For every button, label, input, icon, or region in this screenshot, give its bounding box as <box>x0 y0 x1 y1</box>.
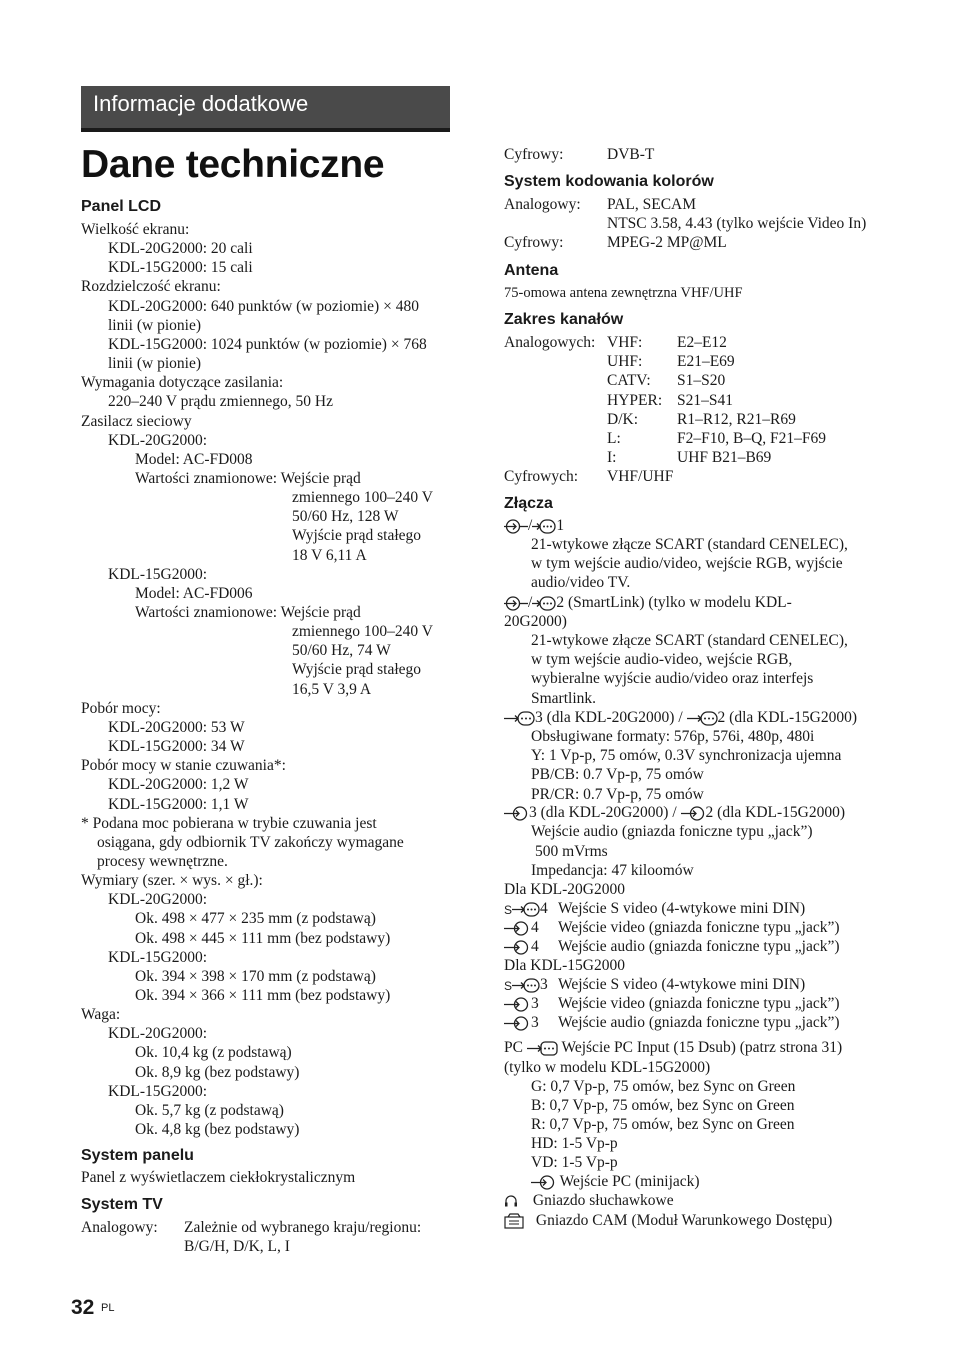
channel-range: S1–S20 <box>677 372 726 390</box>
system-tv-value2: B/G/H, D/K, L, I <box>184 1238 290 1255</box>
system-tv-label: Analogowy: <box>81 1219 158 1236</box>
input-description: Wejście video (gniazda foniczne typu „jack”) <box>558 919 840 937</box>
heading-color-system: System kodowania kolorów <box>504 173 714 190</box>
channel-range: R1–R12, R21–R69 <box>677 410 796 428</box>
scart2-line: w tym wejście audio-video, wejście RGB, <box>531 651 793 669</box>
pc-line: G: 0,7 Vp-p, 75 omów, bez Sync on Green <box>531 1078 796 1095</box>
audio-input-icon <box>504 806 529 821</box>
channels-analog-label: Analogowych: <box>504 334 596 351</box>
spec-line: KDL-20G2000: <box>108 1025 208 1043</box>
pc-input-icon <box>527 1041 558 1056</box>
spec-line: KDL-15G2000: <box>108 565 208 583</box>
section-banner-label: Informacje dodatkowe <box>93 91 309 116</box>
pc-line: VD: 1-5 Vp-p <box>531 1154 618 1172</box>
spec-line: Rozdzielczość ekranu: <box>81 278 221 296</box>
cam-row <box>504 1212 832 1230</box>
section-banner <box>81 86 450 132</box>
spec-line: Wymagania dotyczące zasilania: <box>81 374 284 392</box>
headphones-text: Gniazdo słuchawkowe <box>532 1192 674 1209</box>
spec-line: Ok. 4,8 kg (bez podstawy) <box>135 1121 300 1139</box>
spec-line: KDL-15G2000: 1,1 W <box>108 795 249 813</box>
banner-rule <box>81 128 450 132</box>
component-row <box>504 709 857 727</box>
scart2-sep: / <box>528 594 533 611</box>
color-digital-value: MPEG-2 MP@ML <box>607 234 727 251</box>
spec-line: Zasilacz sieciowy <box>81 412 192 430</box>
audio-a: 3 (dla KDL-20G2000) / <box>529 804 677 821</box>
spec-line: Ok. 394 × 398 × 170 mm (z podstawą) <box>135 967 376 985</box>
input-description: Wejście video (gniazda foniczne typu „jack”) <box>558 995 840 1013</box>
input-number: 4 <box>531 919 539 937</box>
pc-line: R: 0,7 Vp-p, 75 omów, bez Sync on Green <box>531 1116 795 1134</box>
channels-digital-label: Cyfrowych: <box>504 468 579 485</box>
s-video-icon <box>504 902 540 917</box>
pc-row <box>504 1039 842 1057</box>
heading-system-tv: System TV <box>81 1196 163 1213</box>
audio-b: 2 (dla KDL-15G2000) <box>705 804 846 821</box>
channel-band: I: <box>607 449 617 467</box>
scart1-sep: / <box>528 517 533 534</box>
input-number: 3 <box>531 995 539 1013</box>
spec-line: KDL-15G2000: 1024 punktów (w poziomie) × 768 <box>108 335 427 353</box>
channel-range: UHF B21–B69 <box>677 449 772 467</box>
page-language: PL <box>101 1302 115 1314</box>
spec-line: 16,5 V 3,9 A <box>292 680 372 698</box>
scart-input-icon <box>504 596 528 611</box>
spec-line: zmiennego 100–240 V <box>292 623 433 641</box>
channel-band: CATV: <box>607 372 651 390</box>
input-number: 3 <box>531 1014 539 1032</box>
pc-prefix: PC <box>504 1039 523 1056</box>
input-number: 3 <box>540 976 548 993</box>
svg-text:S: S <box>504 902 513 917</box>
input-description: Wejście audio (gniazda foniczne typu „jack”) <box>558 938 840 956</box>
scart1-num: 1 <box>556 517 565 534</box>
system-tv-value1: Zależnie od wybranego kraju/regionu: <box>184 1219 422 1236</box>
spec-line: Ok. 5,7 kg (z podstawą) <box>135 1101 284 1119</box>
audio-line: Wejście audio (gniazda foniczne typu „jack”) <box>531 823 813 840</box>
scart2-head2: 20G2000) <box>504 613 567 630</box>
spec-line: linii (w pionie) <box>108 355 201 373</box>
spec-line: Ok. 394 × 366 × 111 mm (bez podstawy) <box>135 987 391 1004</box>
spec-line: Pobór mocy: <box>81 699 161 717</box>
scart-output-icon <box>532 519 556 534</box>
input-description: Wejście audio (gniazda foniczne typu „jack”) <box>558 1014 840 1032</box>
spec-line: Ok. 498 × 477 × 235 mm (z podstawą) <box>135 910 376 928</box>
spec-line: Pobór mocy w stanie czuwania*: <box>81 757 286 775</box>
input-number: 4 <box>531 938 539 956</box>
audio-line: Impedancja: 47 kiloomów <box>531 862 694 879</box>
spec-line: linii (w pionie) <box>108 316 201 334</box>
input-row <box>504 1014 840 1032</box>
spec-line: osiągana, gdy odbiornik TV zakończy wymagane <box>97 833 404 851</box>
pc-line: HD: 1-5 Vp-p <box>531 1135 618 1153</box>
headphones-row <box>504 1192 674 1210</box>
input-row <box>504 900 806 918</box>
tv-digital-value: DVB-T <box>607 146 655 163</box>
channel-band: UHF: <box>607 353 643 371</box>
spec-line: KDL-20G2000: 640 punktów (w poziomie) × 480 <box>108 297 419 315</box>
component-line: PR/CR: 0.7 Vp-p, 75 omów <box>531 785 704 803</box>
page-number: 32 <box>71 1296 95 1319</box>
spec-line: * Podana moc pobierana w trybie czuwania jest <box>81 814 377 832</box>
av-input-icon <box>504 940 531 955</box>
input-description: Wejście S video (4-wtykowe mini DIN) <box>558 900 806 917</box>
component-input-icon <box>687 711 718 726</box>
channel-band: L: <box>607 430 621 447</box>
channel-range: E21–E69 <box>677 353 735 371</box>
spec-line: Wartości znamionowe: Wejście prąd <box>135 604 361 621</box>
spec-line: procesy wewnętrzne. <box>97 852 228 870</box>
s-video-icon <box>504 978 540 993</box>
spec-line: KDL-15G2000: 34 W <box>108 738 245 756</box>
spec-line: zmiennego 100–240 V <box>292 489 433 507</box>
channel-band: VHF: <box>607 334 643 351</box>
channel-band: D/K: <box>607 410 638 428</box>
spec-line: KDL-15G2000: <box>108 948 208 966</box>
channel-range: E2–E12 <box>677 334 727 351</box>
input-description: Wejście S video (4-wtykowe mini DIN) <box>558 976 806 993</box>
scart2-head: 2 (SmartLink) (tylko w modelu KDL- <box>556 594 792 611</box>
spec-line: KDL-20G2000: 53 W <box>108 718 245 736</box>
spec-line: Ok. 10,4 kg (z podstawą) <box>135 1044 292 1062</box>
channel-band: HYPER: <box>607 391 663 409</box>
scart1-line: w tym wejście audio/video, wejście RGB, wyjście <box>531 555 843 573</box>
model20-heading: Dla KDL-20G2000 <box>504 881 625 898</box>
spec-line: Ok. 8,9 kg (bez podstawy) <box>135 1063 300 1081</box>
av-input-icon <box>504 997 531 1012</box>
color-analog-label: Analogowy: <box>504 196 581 213</box>
heading-connectors: Złącza <box>504 495 553 512</box>
spec-line: Model: AC-FD006 <box>135 584 253 602</box>
svg-text:S: S <box>504 978 513 993</box>
spec-line: KDL-15G2000: <box>108 1082 208 1100</box>
pc-line: B: 0,7 Vp-p, 75 omów, bez Sync on Green <box>531 1097 795 1115</box>
model15-heading: Dla KDL-15G2000 <box>504 957 625 974</box>
input-number: 4 <box>540 900 548 917</box>
scart2-row <box>504 594 792 612</box>
spec-line: KDL-20G2000: 20 cali <box>108 240 253 258</box>
heading-antenna: Antena <box>504 262 559 279</box>
cam-text: Gniazdo CAM (Moduł Warunkowego Dostępu) <box>535 1212 833 1229</box>
spec-line: 50/60 Hz, 74 W <box>292 642 391 660</box>
scart-output-icon <box>532 596 556 611</box>
component-a: 3 (dla KDL-20G2000) / <box>535 709 683 726</box>
channel-range: F2–F10, B–Q, F21–F69 <box>677 430 827 447</box>
av-input-icon <box>504 921 531 936</box>
scart1-line: audio/video TV. <box>531 574 631 592</box>
pc-text2: (tylko w modelu KDL-15G2000) <box>504 1059 711 1076</box>
spec-line: Wartości znamionowe: Wejście prąd <box>135 469 361 487</box>
system-panelu-text: Panel z wyświetlaczem ciekłokrystalicznym <box>81 1169 356 1186</box>
page-title: Dane techniczne <box>81 143 385 186</box>
spec-line: Wyjście prąd stałego <box>292 527 422 545</box>
input-row <box>504 995 840 1013</box>
spec-line: KDL-20G2000: 1,2 W <box>108 776 249 794</box>
color-analog-value2: NTSC 3.58, 4.43 (tylko wejście Video In) <box>607 215 867 232</box>
component-line: Y: 1 Vp-p, 75 omów, 0.3V synchronizacja ujemna <box>531 747 842 765</box>
channel-range: S21–S41 <box>677 391 733 409</box>
pc-text: Wejście PC Input (15 Dsub) (patrz strona 31) <box>561 1039 843 1056</box>
spec-line: Wyjście prąd stałego <box>292 661 422 679</box>
audio-line: 500 mVrms <box>535 842 608 860</box>
spec-line: Ok. 498 × 445 × 111 mm (bez podstawy) <box>135 929 391 947</box>
input-row <box>504 919 840 937</box>
input-row <box>504 938 840 956</box>
spec-line: Wymiary (szer. × wys. × gł.): <box>81 872 263 890</box>
spec-line: 18 V 6,11 A <box>292 546 367 564</box>
heading-channels: Zakres kanałów <box>504 311 624 328</box>
scart2-line: Smartlink. <box>531 689 597 707</box>
component-line: Obsługiwane formaty: 576p, 576i, 480p, 480i <box>531 728 815 745</box>
heading-system-panelu: System panelu <box>81 1147 194 1164</box>
spec-line: Waga: <box>81 1006 121 1024</box>
spec-line: Wielkość ekranu: <box>81 221 190 238</box>
color-digital-label: Cyfrowy: <box>504 234 564 251</box>
headphones-icon <box>504 1194 518 1208</box>
scart-input-icon <box>504 519 528 534</box>
scart1-row <box>504 517 564 535</box>
pc-audio-text: Wejście PC (minijack) <box>559 1173 700 1190</box>
channels-digital-value: VHF/UHF <box>607 468 674 485</box>
av-input-icon <box>504 1016 531 1031</box>
audio-row <box>504 804 845 822</box>
scart2-line: wybieralne wyjście audio/video oraz interfejs <box>531 670 814 688</box>
spec-line: 50/60 Hz, 128 W <box>292 508 399 526</box>
scart2-line: 21-wtykowe złącze SCART (standard CENELEC), <box>531 632 848 649</box>
component-line: PB/CB: 0.7 Vp-p, 75 omów <box>531 766 704 784</box>
scart1-line: 21-wtykowe złącze SCART (standard CENELEC), <box>531 536 848 553</box>
pc-audio-row <box>504 1173 700 1191</box>
spec-line: 220–240 V prądu zmiennego, 50 Hz <box>108 393 333 411</box>
heading-panel-lcd: Panel LCD <box>81 198 162 215</box>
spec-line: KDL-20G2000: <box>108 431 208 449</box>
cam-slot-icon <box>504 1213 524 1229</box>
component-b: 2 (dla KDL-15G2000) <box>717 709 858 726</box>
spec-line: KDL-20G2000: <box>108 891 208 909</box>
audio-input-icon <box>681 806 706 821</box>
component-input-icon <box>504 711 535 726</box>
spec-line: KDL-15G2000: 15 cali <box>108 259 253 277</box>
pc-audio-icon <box>531 1175 556 1190</box>
tv-digital-label: Cyfrowy: <box>504 146 564 163</box>
input-row <box>504 976 806 994</box>
color-analog-value1: PAL, SECAM <box>607 196 697 213</box>
antenna-text: 75-omowa antena zewnętrzna VHF/UHF <box>504 285 743 301</box>
spec-line: Model: AC-FD008 <box>135 450 253 468</box>
